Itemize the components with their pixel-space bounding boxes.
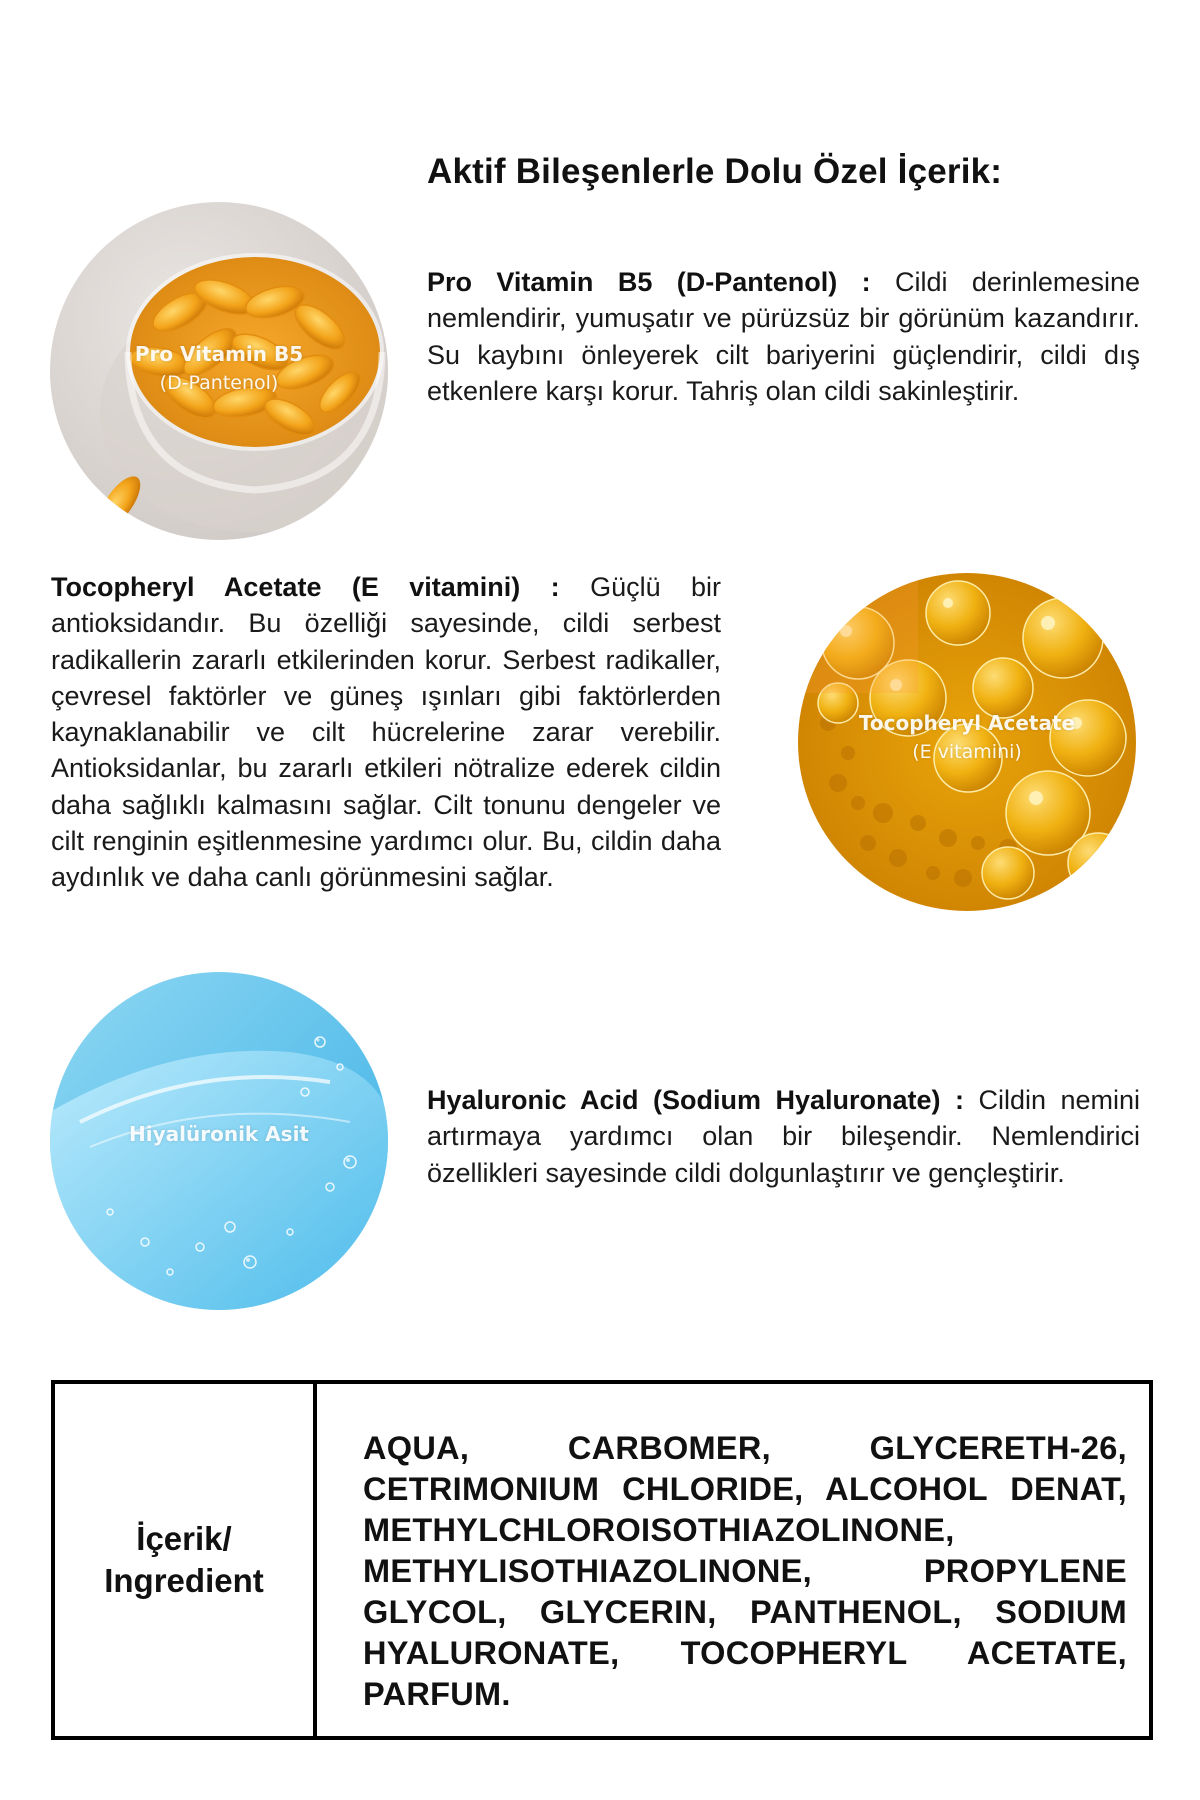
pro-vitamin-b5-image	[50, 202, 388, 540]
ingredient-title: Tocopheryl Acetate (E vitamini) :	[51, 572, 560, 602]
image-caption-title: Pro Vitamin B5	[134, 342, 304, 366]
ingredient-text: Cildin nemini artırmaya yardımcı olan bir bileşendir. Nemlendirici özellikleri sayesinde cildi dolgunlaştırır ve gençleştirir.	[427, 1085, 1140, 1188]
image-caption-subtitle: (E vitamini)	[912, 741, 1022, 763]
ingredient-list: AQUA, CARBOMER, GLYCERETH-26, CETRIMONIUM CHLORIDE, ALCOHOL DENAT, METHYLCHLOROISOTHIAZOLINONE, METHYLISOTHIAZOLINONE, PROPYLENE GLYCOL, GLYCERIN, PANTHENOL, SODIUM HYALURONATE, TOCOPHERYL ACETATE, PARFUM.	[363, 1430, 1127, 1712]
ingredient-text: Cildi derinlemesine nemlendirir, yumuşatır ve pürüzsüz bir görünüm kazandırır. Su kaybını önleyerek cilt bariyerini güçlendirir, cildi dış etkenlere karşı korur. Tahriş olan cildi sakinleştirir.	[427, 267, 1140, 406]
page-heading: Aktif Bileşenlerle Dolu Özel İçerik:	[427, 152, 1003, 191]
ingredient-description-hyaluronic-acid	[427, 1082, 1140, 1191]
ingredient-description-pro-vitamin-b5	[427, 264, 1140, 409]
ingredient-table	[51, 1380, 1153, 1740]
image-caption-title: Tocopheryl Acetate	[858, 711, 1076, 735]
ingredient-label-line-1: İçerik/	[136, 1520, 232, 1557]
ingredient-title: Hyaluronic Acid (Sodium Hyaluronate) :	[427, 1085, 964, 1115]
tocopheryl-acetate-image	[798, 573, 1136, 911]
ingredient-table-label	[55, 1384, 317, 1736]
ingredient-label-line-2: Ingredient	[104, 1562, 264, 1599]
ingredient-title: Pro Vitamin B5 (D-Pantenol) :	[427, 267, 871, 297]
ingredient-text: Güçlü bir antioksidandır. Bu özelliği sayesinde, cildi serbest radikallerin zararlı etkilerinden korur. Serbest radikaller, çevresel faktörler ve güneş ışınları gibi faktörlerden kaynaklanabilir ve cilt hücrelerine zarar verebilir. Antioksidanlar, bu zararlı etkileri nötralize ederek cildin daha sağlıklı kalmasını sağlar. Cilt tonunu dengeler ve cilt renginin eşitlenmesine yardımcı olur. Bu, cildin daha aydınlık ve daha canlı görünmesini sağlar.	[51, 572, 721, 893]
ingredient-description-tocopheryl-acetate	[51, 569, 721, 896]
hyaluronic-acid-image	[50, 972, 388, 1310]
image-caption-subtitle: (D-Pantenol)	[159, 372, 279, 394]
image-caption-title: Hiyalüronik Asit	[129, 1122, 309, 1146]
